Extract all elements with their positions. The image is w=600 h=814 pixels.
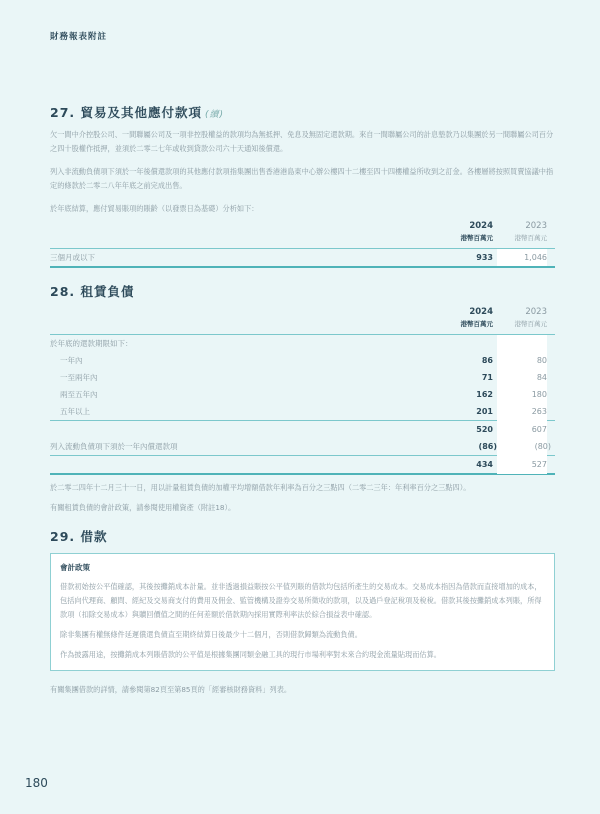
value-2023: 180 — [531, 390, 547, 399]
table-row — [50, 369, 555, 386]
value-2023: 1,046 — [524, 253, 547, 262]
note-27-title-text: 27. 貿易及其他應付款項 — [50, 105, 202, 120]
value-2023: 607 — [531, 425, 547, 434]
row-label: 於年底的還款期限如下： — [50, 339, 133, 348]
table-row — [50, 249, 555, 266]
value-2024: 520 — [476, 425, 493, 434]
year-2024: 2024 — [469, 221, 493, 231]
value-2023: 527 — [531, 460, 547, 469]
note-27-paragraph-3: 於年底結算，應付貿易賬項的賬齡（以發票日為基礎）分析如下： — [50, 204, 259, 213]
year-2023: 2023 — [525, 307, 547, 317]
unit-label: 港幣百萬元 — [514, 320, 547, 328]
year-2024: 2024 — [469, 307, 493, 317]
table-subheading — [50, 335, 555, 352]
value-2023: (80) — [534, 442, 551, 451]
value-2024: 71 — [481, 373, 493, 382]
table-row — [50, 403, 555, 420]
row-label: 列入流動負債項下須於一年內償還款項 — [50, 442, 178, 451]
note-28-paragraph-1: 於二零二四年十二月三十一日，用以計量租賃負債的加權平均增額借款年利率為百分之三點四（二零二三年：年利率百分之三點四）。 — [50, 483, 471, 492]
note-27-paragraph-1: 欠一間中介控股公司、一間聯屬公司及一項非控股權益的款項均為無抵押、免息及無固定還款期。來自一間聯屬公司的計息墊款乃以集團於另一間聯屬公司百分之四十股權作抵押，並須於二零二七年或收到貸款公司六十天通知後償還。 — [50, 130, 554, 153]
value-2024: 434 — [476, 460, 493, 469]
row-label: 一年內 — [60, 356, 83, 365]
subtotal-row — [50, 421, 555, 438]
value-2024: 162 — [476, 390, 493, 399]
value-2024: 86 — [481, 356, 493, 365]
note-27-paragraph-2: 列入非流動負債項下須於一年後償還款項的其他應付款項指集團出售香港港島東中心辦公樓四十二樓至四十四樓權益所收到之訂金。各樓層將按照買賣協議中指定的條款於二零二八年年底之前完成出售。 — [50, 167, 554, 190]
policy-title: 會計政策 — [60, 563, 90, 572]
row-label: 兩至五年內 — [60, 390, 98, 399]
row-label: 三個月或以下 — [50, 253, 95, 262]
row-label: 五年以上 — [60, 407, 90, 416]
current-portion-row — [50, 438, 555, 455]
total-row — [50, 456, 555, 473]
trade-payables-aging-table — [50, 220, 555, 268]
note-29-title: 29. 借款 — [50, 529, 108, 544]
table-header — [50, 306, 555, 334]
unit-label: 港幣百萬元 — [460, 320, 493, 328]
policy-paragraph-3: 作為披露用途，按攤銷成本列賬借款的公平值是根據集團同類金融工具的現行市場利率對未來合約現金流量貼現而估算。 — [60, 650, 441, 659]
note-29-footer: 有關集團借款的詳情，請參閱第82頁至第85頁的「經審核財務資料」列表。 — [50, 685, 292, 694]
lease-liabilities-table — [50, 306, 555, 475]
value-2024: 201 — [476, 407, 493, 416]
policy-paragraph-2: 除非集團有權無條件延遲償還負債直至期終結算日後最少十二個月，否則借款歸類為流動負債。 — [60, 630, 362, 639]
page-number: 180 — [25, 776, 48, 790]
note-27-title — [50, 105, 555, 123]
value-2024: (86) — [478, 442, 497, 451]
accounting-policy-box — [50, 553, 555, 671]
row-label: 一至兩年內 — [60, 373, 98, 382]
value-2024: 933 — [476, 253, 493, 262]
table-row — [50, 352, 555, 369]
policy-paragraph-1: 借款初始按公平值確認，其後按攤銷成本計量。並非透過損益賬按公平值列賬的借款均包括所產生的交易成本。交易成本指因為借款而直接增加的成本，包括向代理商、顧問、經紀及交易商支付的費用及佣金、監管機構及證券交易所徵收的款項，以及過戶登記稅項及稅稅。借款其後按攤銷成本列賬，所得款項（扣除交易成本）與贖回價值之間的任何差額於借款期內採用實際利率法於綜合損益表中確認。 — [60, 582, 542, 619]
value-2023: 80 — [536, 356, 547, 365]
table-row — [50, 386, 555, 403]
value-2023: 263 — [531, 407, 547, 416]
unit-label: 港幣百萬元 — [514, 234, 547, 242]
unit-label: 港幣百萬元 — [460, 234, 493, 242]
note-28-paragraph-2: 有關租賃負債的會計政策，請參閱使用權資產（附註18）。 — [50, 503, 236, 512]
running-header: 財務報表附註 — [50, 32, 108, 42]
continued-label: (續) — [205, 110, 225, 120]
page-content — [50, 0, 555, 747]
table-header — [50, 220, 555, 248]
year-2023: 2023 — [525, 221, 547, 231]
note-28-title: 28. 租賃負債 — [50, 284, 135, 299]
value-2023: 84 — [536, 373, 547, 382]
